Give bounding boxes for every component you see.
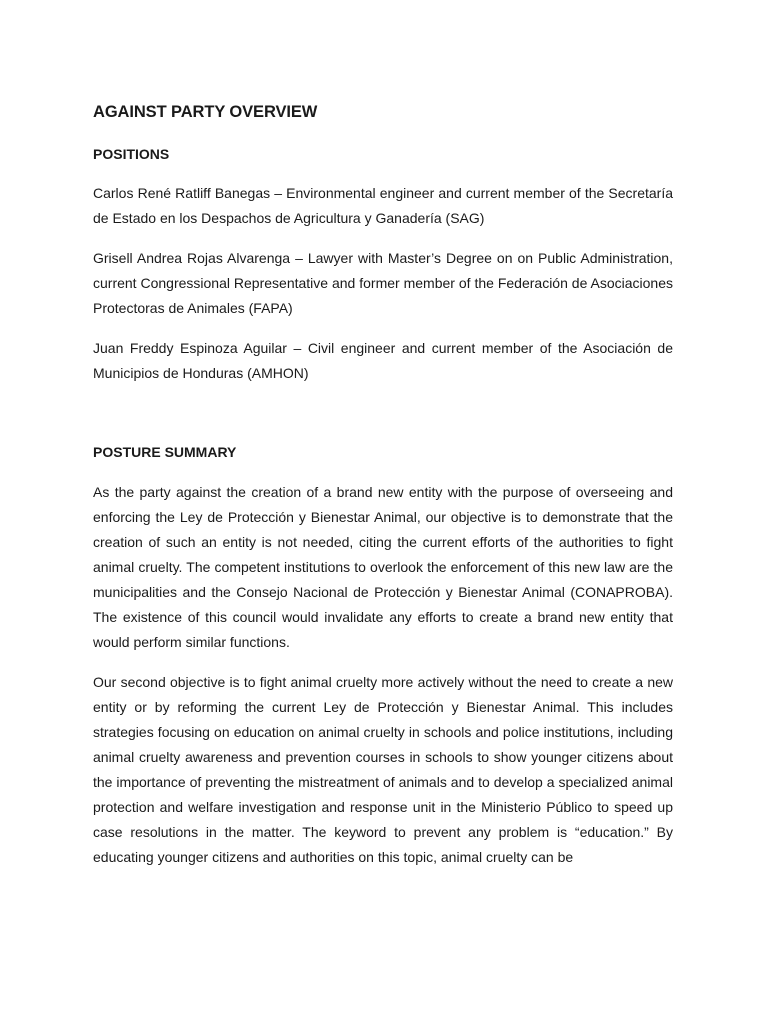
- posture-paragraph: Our second objective is to fight animal cruelty more actively without the need to create a new entity or by reforming the current Ley de Protección y Bienestar Animal. This includes strategies focusing on education on animal cruelty in schools and police institutions, including animal cruelty awareness and prevention courses in schools to show younger citizens about the importance of preventing the mistreatment of animals and to develop a specialized animal protection and welfare investigation and response unit in the Ministerio Público to speed up case resolutions in the matter. The keyword to prevent any problem is “education.” By educating younger citizens and authorities on this topic, animal cruelty can be: [93, 674, 673, 865]
- position-entry: Juan Freddy Espinoza Aguilar – Civil engineer and current member of the Asociación de Municipios de Honduras (AMHON): [93, 340, 673, 381]
- position-entry: Grisell Andrea Rojas Alvarenga – Lawyer with Master’s Degree on on Public Administration, current Congressional Representative and former member of the Federación de Asociaciones Protectoras de Animales (FAPA): [93, 250, 673, 316]
- document-title: AGAINST PARTY OVERVIEW: [93, 103, 318, 121]
- posture-summary-heading: POSTURE SUMMARY: [93, 444, 237, 460]
- document-page: [93, 100, 673, 870]
- positions-heading: POSITIONS: [93, 146, 170, 162]
- position-entry: Carlos René Ratliff Banegas – Environmental engineer and current member of the Secretaría de Estado en los Despachos de Agricultura y Ganadería (SAG): [93, 185, 673, 226]
- posture-paragraph: As the party against the creation of a brand new entity with the purpose of overseeing and enforcing the Ley de Protección y Bienestar Animal, our objective is to demonstrate that the creation of such an entity is not needed, citing the current efforts of the authorities to fight animal cruelty. The competent institutions to overlook the enforcement of this new law are the municipalities and the Consejo Nacional de Protección y Bienestar Animal (CONAPROBA). The existence of this council would invalidate any efforts to create a brand new entity that would perform similar functions.: [93, 484, 673, 650]
